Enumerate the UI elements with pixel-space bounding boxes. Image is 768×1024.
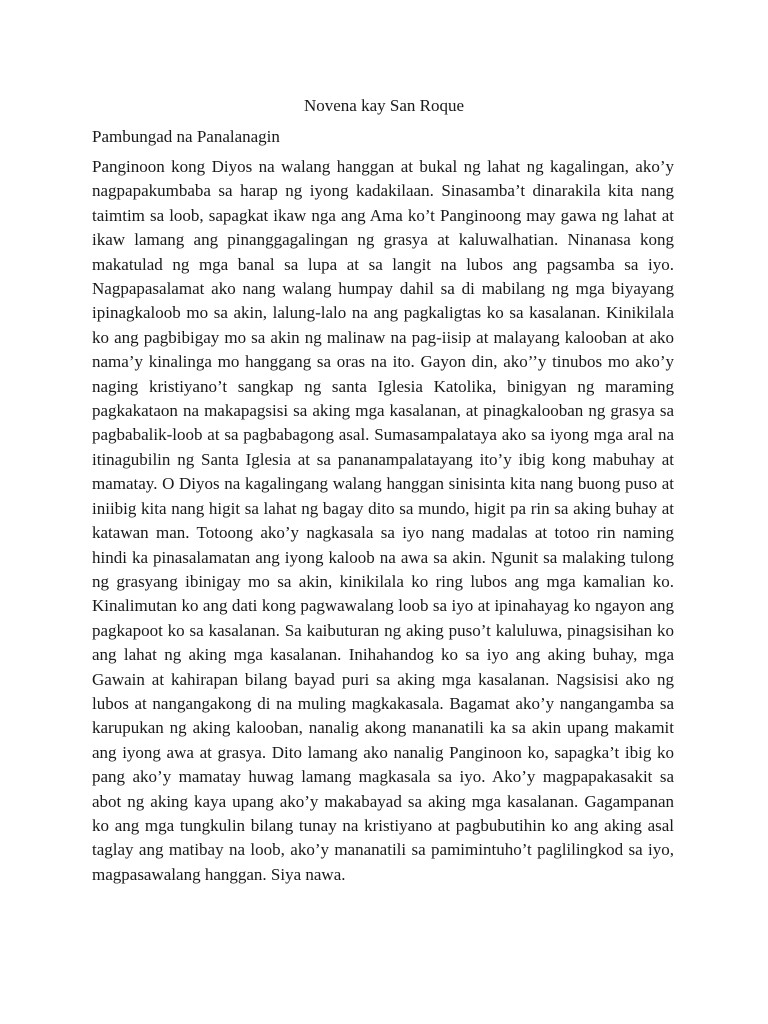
document-title: Novena kay San Roque [303, 96, 465, 115]
prayer-body-text: Panginoon kong Diyos na walang hanggan at bukal ng lahat ng kagalingan, ako’y nagpapakumbaba sa harap ng iyong kadakilaan. Sinasamba’t dinarakila kita nang taimtim sa loob, sapagkat ikaw nga ang Ama ko’t Panginoong may gawa ng lahat at ikaw lamang ang pinanggagalingan ng grasya at kaluwalhatian. Ninanasa kong makatulad ng mga banal sa lupa at sa langit na lubos ang pagsamba sa iyo. Nagpapasalamat ako nang walang humpay dahil sa di mabilang ng mga biyayang ipinagkaloob mo sa akin, lalung-lalo na ang pagkaligtas ko sa kasalanan. Kinikilala ko ang pagbibigay mo sa akin ng malinaw na pag-iisip at malayang kalooban at ako nama’y kinalinga mo hanggang sa oras na ito. Gayon din, ako’’y tinubos mo ako’y naging kristiyano’t sangkap ng santa Iglesia Katolika, binigyan ng maraming pagkakataon na makapagsisi sa aking mga kasalanan, at pinagkalooban ng grasya sa pagbabalik-loob at sa pagbabagong asal. Sumasampalataya ako sa iyong mga aral na itinagubilin ng Santa Iglesia at sa pananampalatayang ito’y ibig kong mabuhay at mamatay. O Diyos na kagalingang walang hanggan sinisinta kita nang buong puso at iniibig kita nang higit sa lahat ng bagay dito sa mundo, higit pa rin sa aking buhay at katawan man. Totoong ako’y nagkasala sa iyo nang madalas at totoo rin naming hindi ka pinasalamatan ang iyong kaloob na awa sa akin. Ngunit sa malaking tulong ng grasyang ibinigay mo sa akin, kinikilala ko ring lubos ang mga kamalian ko. Kinalimutan ko ang dati kong pagwawalang loob sa iyo at ipinahayag ko ngayon ang pagkapoot ko sa kasalanan. Sa kaibuturan ng aking puso’t kaluluwa, pinagsisihan ko ang lahat ng aking mga kasalanan. Inihahandog ko sa iyo ang aking buhay, mga Gawain at kahirapan bilang bayad puri sa aking mga kasalanan. Nagsisisi ako ng lubos at nangangakong di na muling magkakasala. Bagamat ako’y nangangamba sa karupukan ng aking kalooban, nanalig akong mananatili ka sa akin upang makamit ang iyong awa at grasya. Dito lamang ako nanalig Panginoon ko, sapagka’t ibig ko pang ako’y mamatay huwag lamang magkasala sa iyo. Ako’y magpapakasakit sa abot ng aking kaya upang ako’y makabayad sa aking mga kasalanan. Gagampanan ko ang mga tungkulin bilang tunay na kristiyano at pagbubutihin ko ang aking asal taglay ang matibay na loob, ako’y mananatili sa pamimintuho’t paglilingkod sa iyo, magpasawalang hanggan. Siya nawa. [92, 157, 674, 884]
section-heading: Pambungad na Panalanagin [92, 127, 280, 146]
